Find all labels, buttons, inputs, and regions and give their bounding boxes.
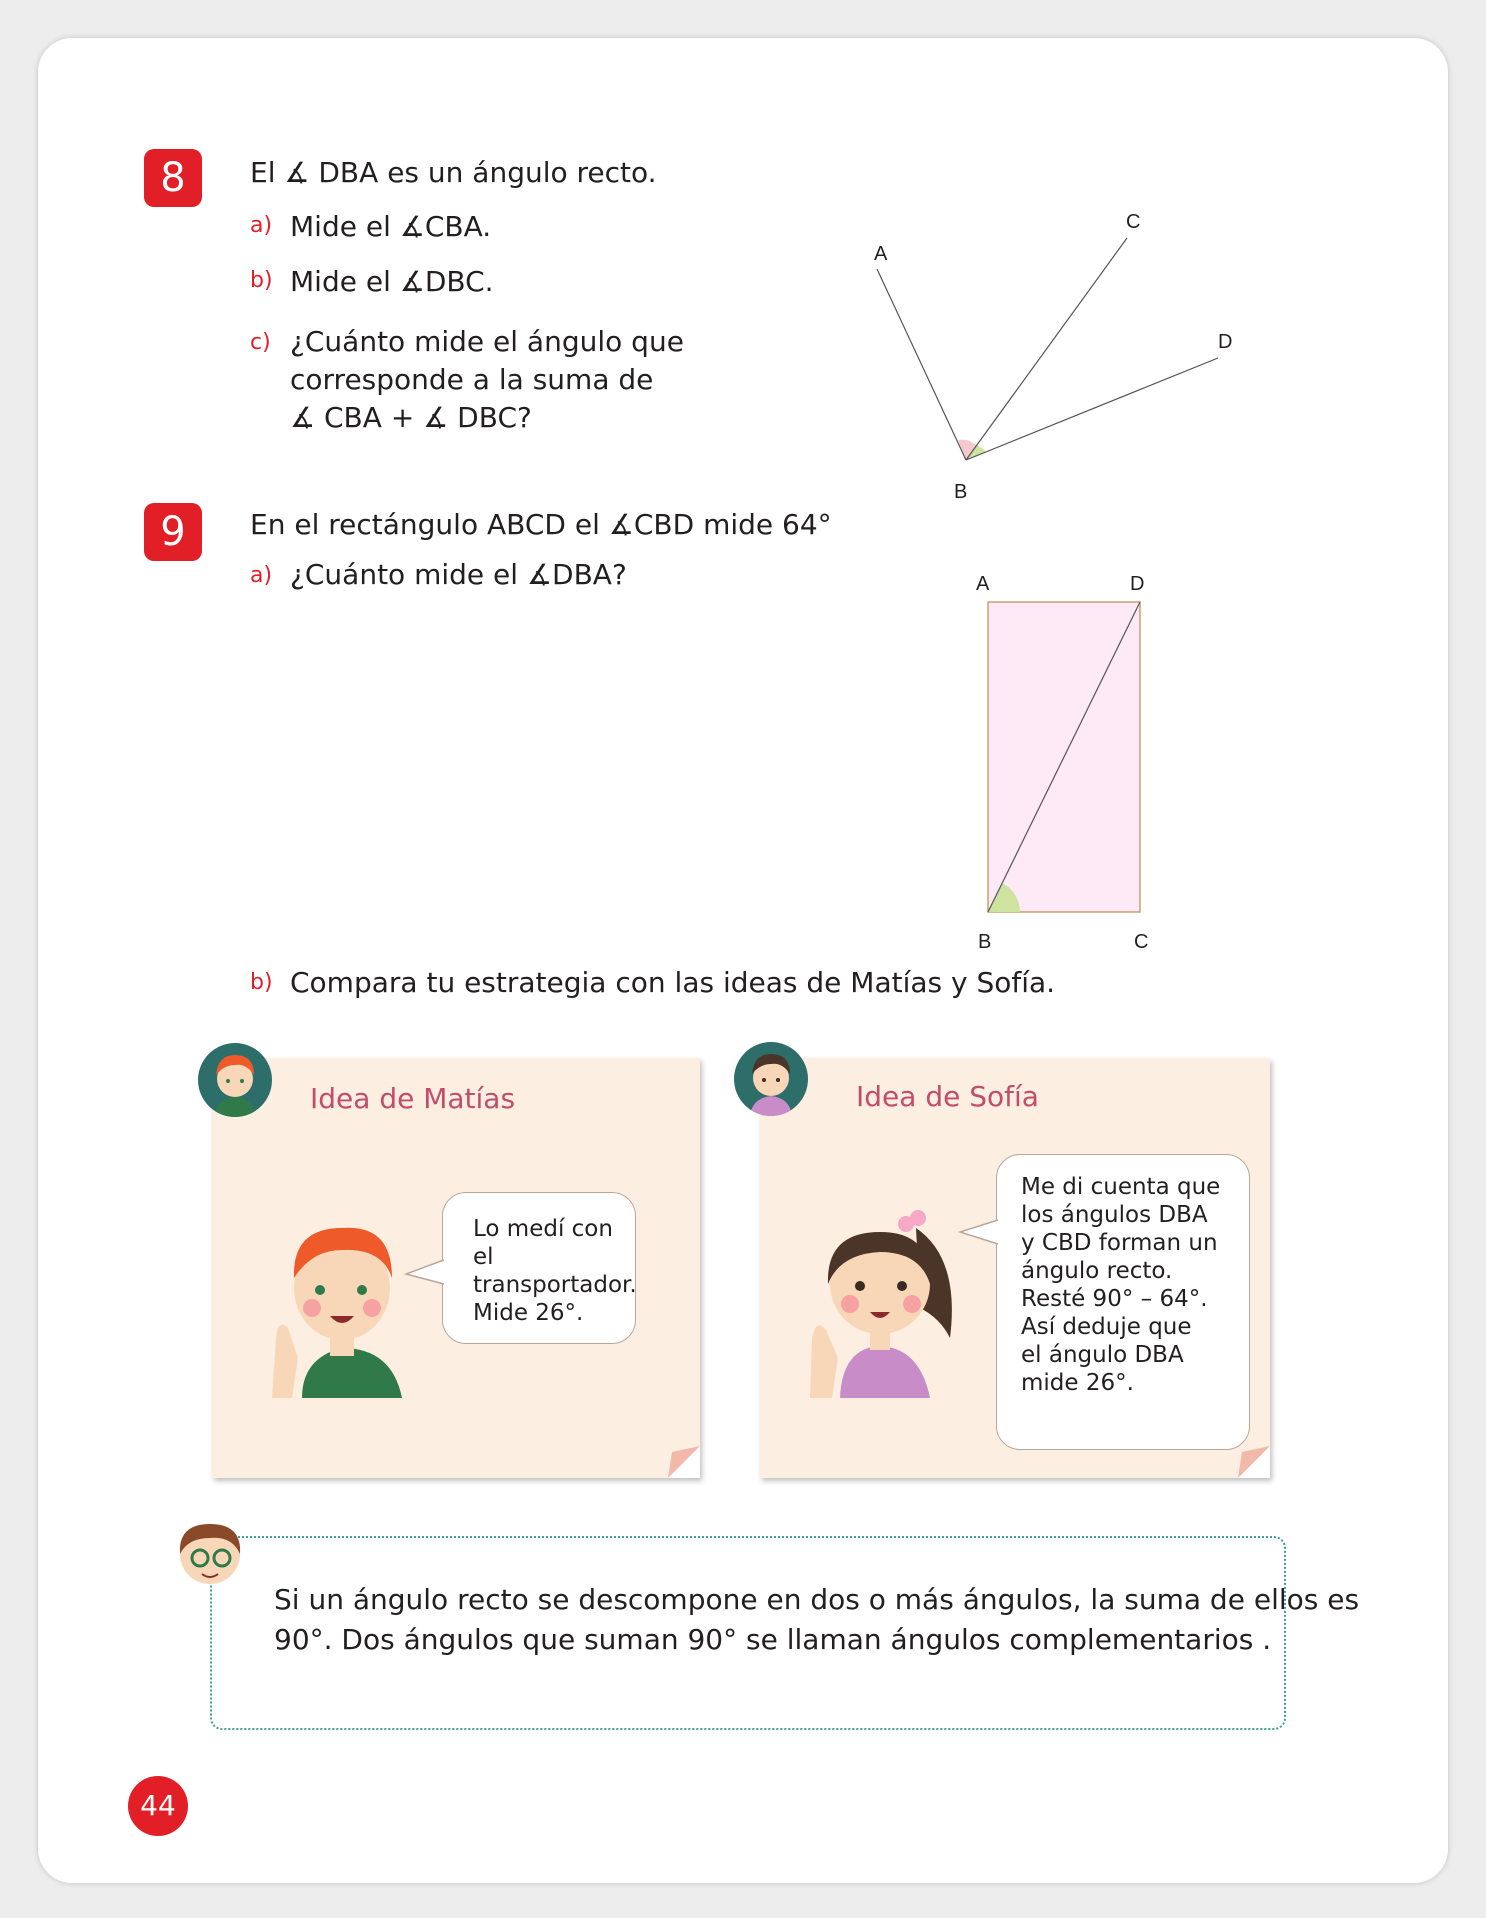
sofia-bubble-text [1021,1173,1220,1397]
sofia-speech-bubble [996,1154,1250,1450]
matias-illustration [242,1198,422,1398]
folded-corner [1238,1446,1270,1478]
sofia-idea-card [760,1058,1270,1478]
bubble-line: Mide 26°. [473,1300,584,1326]
matias-card-title: Idea de Matías [310,1082,516,1115]
item-9b-text: Compara tu estrategia con las ideas de Matías y Sofía. [290,966,1056,999]
item-8a-text: Mide el ∡CBA. [290,210,492,243]
boy-face-icon [198,1043,272,1117]
label-b: B [978,931,992,953]
problem-9-statement: En el rectángulo ABCD el ∡CBD mide 64° [250,508,832,541]
bubble-line: Resté 90° – 64°. [1021,1286,1208,1312]
label-b: B [954,481,968,503]
bubble-line: mide 26°. [1021,1370,1134,1396]
ray-bd [966,358,1218,460]
folded-corner [668,1446,700,1478]
item-8b-text: Mide el ∡DBC. [290,265,494,298]
definition-text [274,1580,1359,1660]
item-8c-line: ¿Cuánto mide el ángulo que [290,325,684,358]
bubble-line: Lo medí con el [473,1216,613,1270]
item-8c-line: corresponde a la suma de [290,363,654,396]
definition-line: Si un ángulo recto se descompone en dos o más ángulos, la suma de ellos es [274,1583,1360,1616]
sofia-avatar [734,1042,808,1116]
matias-avatar [198,1043,272,1117]
matias-bubble-text [473,1215,637,1327]
bubble-line: Me di cuenta que [1021,1174,1221,1200]
teacher-face-icon [172,1516,248,1592]
label-d: D [1130,573,1145,595]
problem-8-badge: 8 [144,149,202,207]
rectangle-figure-9 [938,558,1178,978]
label-a: A [874,243,888,265]
bubble-line: ángulo recto. [1021,1258,1173,1284]
bubble-line: Así deduje que [1021,1314,1192,1340]
sofia-card-title: Idea de Sofía [856,1080,1039,1113]
bubble-line: y CBD forman un [1021,1230,1218,1256]
label-c: C [1134,931,1149,953]
bubble-line: los ángulos DBA [1021,1202,1208,1228]
sofia-illustration [780,1188,970,1398]
item-8c-text [290,323,684,437]
item-9a-text: ¿Cuánto mide el ∡DBA? [290,558,627,591]
item-9a-label: a) [250,563,273,588]
item-8b-label: b) [250,268,273,293]
textbook-page [38,38,1448,1883]
item-8c-label: c) [250,330,271,355]
problem-8-statement: El ∡ DBA es un ángulo recto. [250,156,657,189]
matias-idea-card [212,1058,700,1478]
definition-line: 90°. Dos ángulos que suman 90° se llaman ángulos complementarios . [274,1623,1272,1656]
label-a: A [976,573,990,595]
angle-figure-8 [818,198,1338,518]
ray-ba [877,269,966,460]
bubble-line: el ángulo DBA [1021,1342,1184,1368]
girl-face-icon [734,1042,808,1116]
label-d: D [1218,331,1233,353]
page-number: 44 [128,1776,188,1836]
matias-speech-bubble [442,1192,636,1344]
problem-9-badge: 9 [144,503,202,561]
label-c: C [1126,211,1141,233]
item-8c-line: ∡ CBA + ∡ DBC? [290,401,532,434]
item-8a-label: a) [250,213,273,238]
item-9b-label: b) [250,970,273,995]
bubble-line: transportador. [473,1272,637,1298]
ray-bc [966,238,1127,460]
